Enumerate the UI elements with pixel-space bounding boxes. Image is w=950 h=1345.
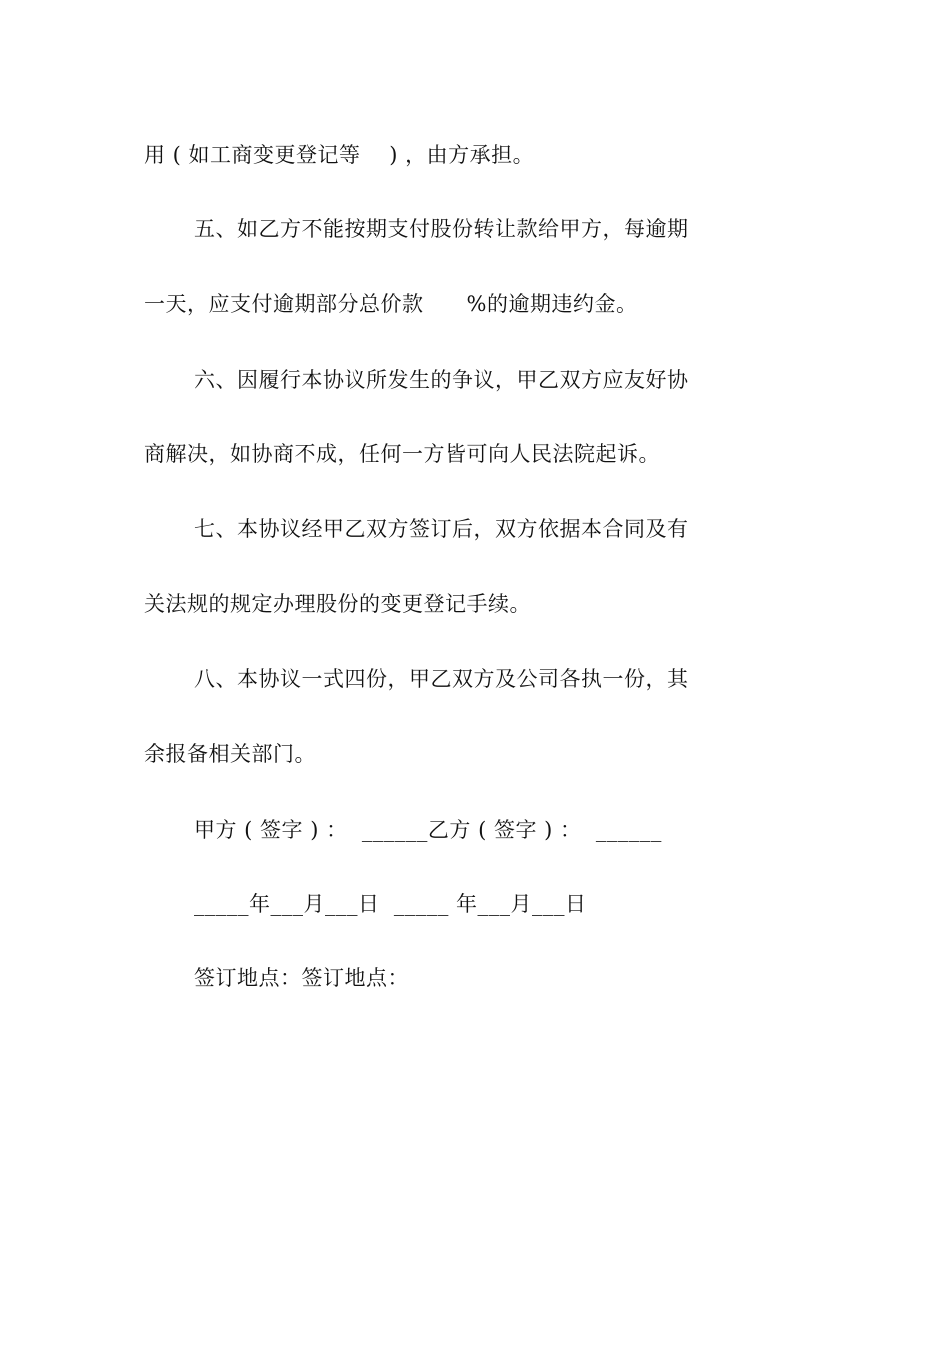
- clause-five-line-2: 一天，应支付逾期部分总价款 %的逾期违约金。: [144, 292, 638, 316]
- signing-location-line: 签订地点：签订地点：: [194, 966, 409, 990]
- clause-five-line-1: 五、如乙方不能按期支付股份转让款给甲方，每逾期: [194, 217, 689, 241]
- clause-six-line-1: 六、因履行本协议所发生的争议，甲乙双方应友好协: [194, 368, 689, 392]
- date-line: _____年___月___日 _____ 年___月___日: [194, 892, 587, 916]
- clause-seven-line-1: 七、本协议经甲乙双方签订后，双方依据本合同及有: [194, 517, 689, 541]
- signature-line: 甲方 ( 签字 ) ： ______乙方 ( 签字 ) ： ______: [194, 818, 662, 842]
- paragraph-line: 用 ( 如工商变更登记等 ) ，由方承担。: [144, 143, 535, 167]
- clause-seven-line-2: 关法规的规定办理股份的变更登记手续。: [144, 592, 531, 616]
- clause-six-line-2: 商解决，如协商不成，任何一方皆可向人民法院起诉。: [144, 442, 660, 466]
- clause-eight-line-2: 余报备相关部门。: [144, 742, 316, 766]
- clause-eight-line-1: 八、本协议一式四份，甲乙双方及公司各执一份，其: [194, 667, 689, 691]
